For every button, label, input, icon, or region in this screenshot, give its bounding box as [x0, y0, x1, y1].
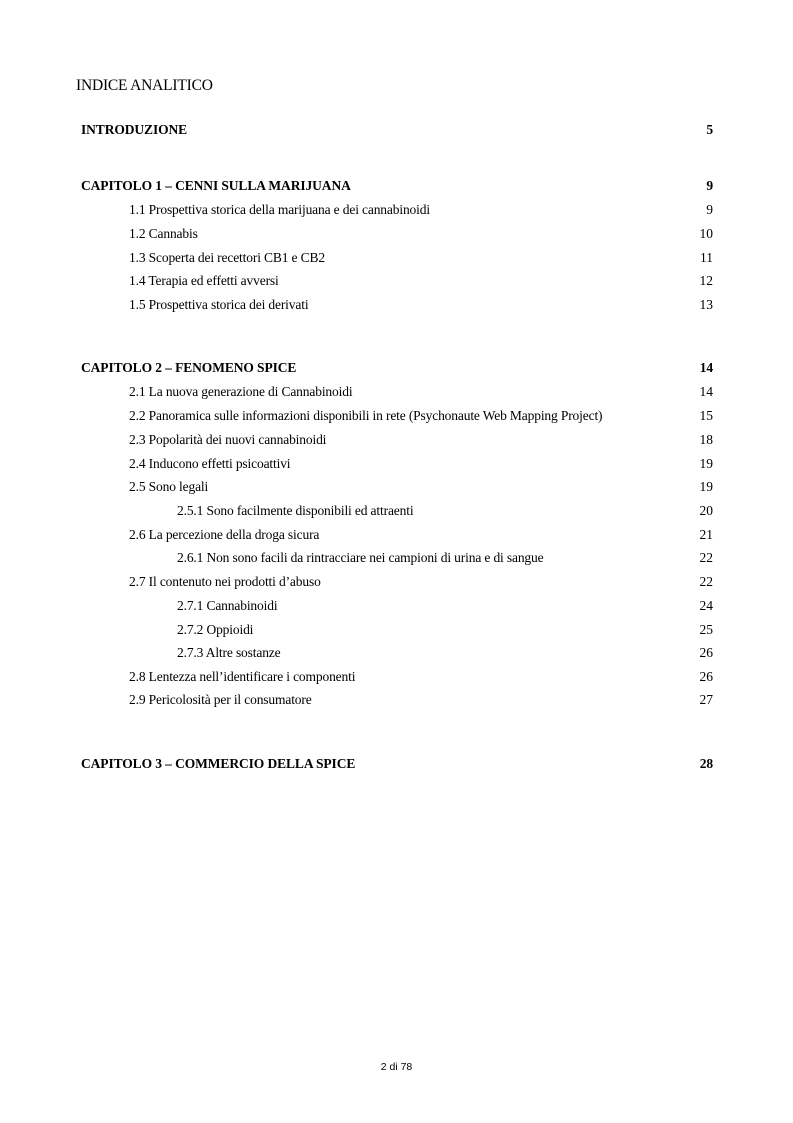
toc-entry-page: 11: [700, 250, 713, 265]
toc-entry-2-4: [0, 454, 793, 474]
toc-entry-2-7-2: [0, 620, 793, 640]
toc-entry-page: 27: [699, 692, 713, 707]
toc-entry-label: CAPITOLO 2 – FENOMENO SPICE: [81, 360, 297, 375]
toc-entry-page: 12: [699, 273, 713, 288]
toc-entry-2-5-1: [0, 501, 793, 521]
toc-entry-2-3: [0, 430, 793, 450]
toc-entry-2-6: [0, 525, 793, 545]
toc-entry-page: 14: [699, 384, 713, 399]
toc-entry-label: 2.2 Panoramica sulle informazioni disponibili in rete (Psychonaute Web Mapping Project): [129, 408, 603, 423]
page-title: INDICE ANALITICO: [76, 77, 213, 94]
toc-entry-2-7-3: [0, 643, 793, 663]
toc-entry-label: 2.9 Pericolosità per il consumatore: [129, 692, 312, 707]
toc-entry-page: 22: [699, 574, 713, 589]
toc-entry-page: 18: [699, 432, 713, 447]
toc-entry-label: 2.3 Popolarità dei nuovi cannabinoidi: [129, 432, 327, 447]
toc-entry-introduzione: [0, 120, 793, 140]
toc-entry-2-7: [0, 572, 793, 592]
toc-entry-2-1: [0, 382, 793, 402]
toc-entry-page: 28: [699, 756, 713, 771]
toc-entry-1-3: [0, 248, 793, 268]
toc-entry-page: 25: [699, 622, 713, 637]
toc-entry-1-1: [0, 200, 793, 220]
toc-entry-capitolo-3: [0, 754, 793, 774]
toc-entry-page: 19: [699, 456, 713, 471]
toc-entry-2-9: [0, 690, 793, 710]
toc-entry-page: 19: [699, 479, 713, 494]
toc-entry-2-8: [0, 667, 793, 687]
toc-entry-label: 2.5 Sono legali: [129, 479, 209, 494]
toc-entry-label: 1.5 Prospettiva storica dei derivati: [129, 297, 309, 312]
toc-entry-label: 1.3 Scoperta dei recettori CB1 e CB2: [129, 250, 325, 265]
toc-entry-label: 2.8 Lentezza nell’identificare i componenti: [129, 669, 356, 684]
toc-entry-page: 5: [706, 122, 713, 137]
toc-entry-capitolo-1: [0, 176, 793, 196]
toc-entry-page: 14: [699, 360, 713, 375]
toc-entry-page: 15: [699, 408, 713, 423]
toc-entry-label: 2.1 La nuova generazione di Cannabinoidi: [129, 384, 353, 399]
toc-entry-label: 2.7 Il contenuto nei prodotti d’abuso: [129, 574, 321, 589]
toc-entry-2-5: [0, 477, 793, 497]
toc-entry-page: 9: [706, 202, 713, 217]
toc-entry-label: 2.7.3 Altre sostanze: [177, 645, 281, 660]
toc-entry-page: 13: [699, 297, 713, 312]
toc-entry-1-4: [0, 271, 793, 291]
toc-entry-label: 2.7.1 Cannabinoidi: [177, 598, 278, 613]
toc-entry-2-2: [0, 406, 793, 426]
toc-entry-label: 1.2 Cannabis: [129, 226, 198, 241]
toc-entry-label: 1.1 Prospettiva storica della marijuana e dei cannabinoidi: [129, 202, 430, 217]
toc-entry-1-2: [0, 224, 793, 244]
toc-entry-page: 9: [706, 178, 713, 193]
toc-entry-label: CAPITOLO 3 – COMMERCIO DELLA SPICE: [81, 756, 356, 771]
toc-entry-page: 22: [699, 550, 713, 565]
toc-entry-label: INTRODUZIONE: [81, 122, 188, 137]
toc-entry-capitolo-2: [0, 358, 793, 378]
toc-entry-page: 26: [699, 669, 713, 684]
toc-entry-label: 2.5.1 Sono facilmente disponibili ed attraenti: [177, 503, 414, 518]
toc-entry-label: CAPITOLO 1 – CENNI SULLA MARIJUANA: [81, 178, 351, 193]
toc-entry-label: 2.6 La percezione della droga sicura: [129, 527, 320, 542]
toc-entry-page: 26: [699, 645, 713, 660]
toc-entry-page: 10: [699, 226, 713, 241]
toc-entry-label: 2.6.1 Non sono facili da rintracciare nei campioni di urina e di sangue: [177, 550, 544, 565]
toc-entry-1-5: [0, 295, 793, 315]
toc-entry-page: 20: [699, 503, 713, 518]
toc-entry-2-7-1: [0, 596, 793, 616]
toc-entry-page: 24: [699, 598, 713, 613]
toc-entry-2-6-1: [0, 548, 793, 568]
page-footer: 2 di 78: [380, 1061, 413, 1073]
toc-entry-label: 1.4 Terapia ed effetti avversi: [129, 273, 279, 288]
toc-entry-page: 21: [699, 527, 713, 542]
toc-entry-label: 2.7.2 Oppioidi: [177, 622, 254, 637]
toc-entry-label: 2.4 Inducono effetti psicoattivi: [129, 456, 291, 471]
